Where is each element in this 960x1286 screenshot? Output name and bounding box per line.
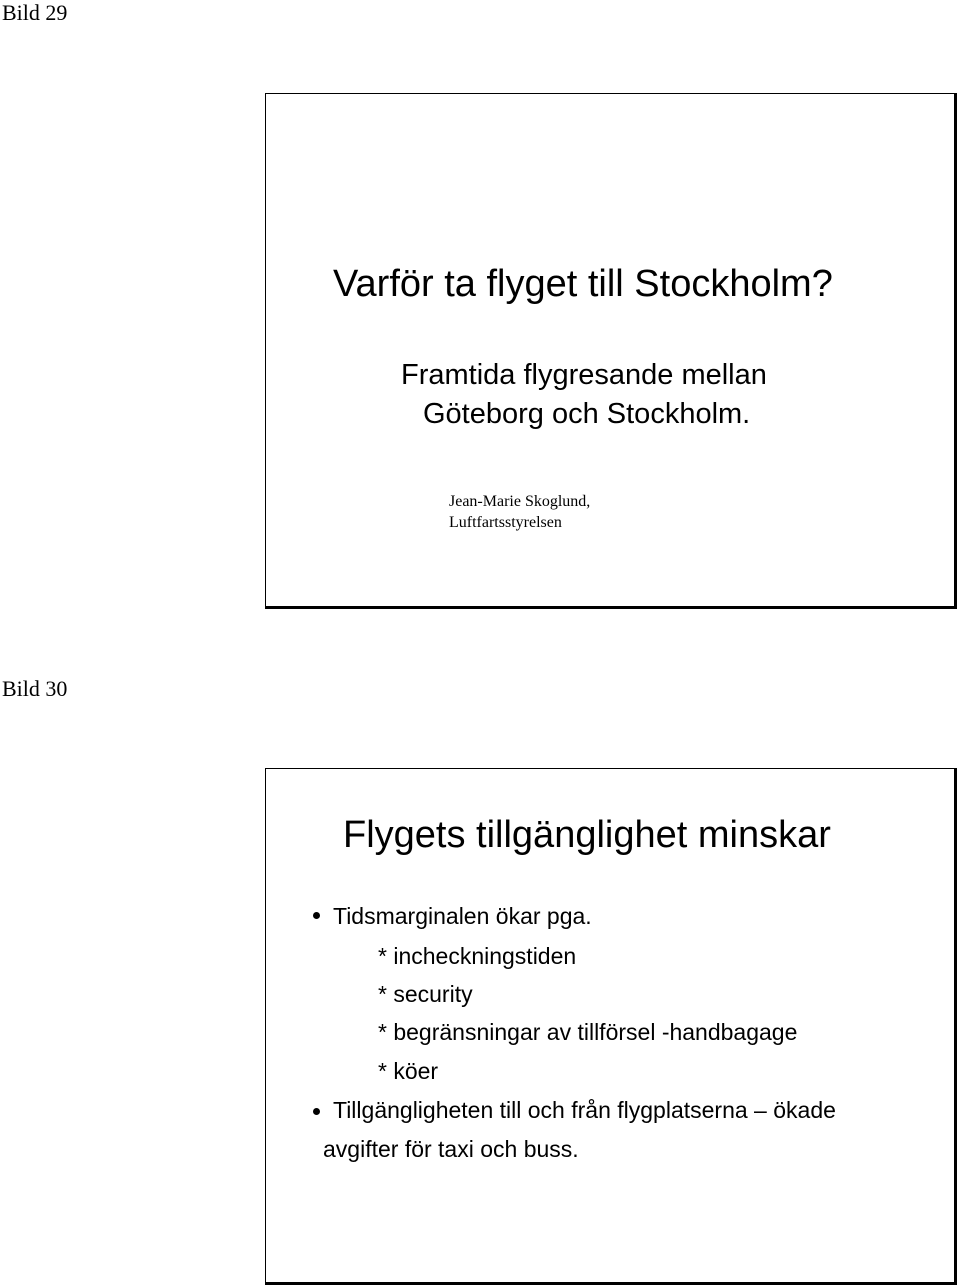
slide-title: Varför ta flyget till Stockholm? [333, 263, 833, 305]
slide-number-label: Bild 29 [2, 0, 68, 25]
bullet-text-continuation: avgifter för taxi och buss. [323, 1136, 579, 1162]
slide-title: Flygets tillgänglighet minskar [343, 814, 831, 856]
sub-bullet-item: * incheckningstiden [378, 943, 577, 969]
author-organization: Luftfartsstyrelsen [449, 514, 562, 531]
slide-number-label: Bild 30 [2, 676, 68, 701]
bullet-text: Tillgängligheten till och från flygplatserna – ökade [333, 1097, 836, 1123]
slide-title-slide [265, 93, 957, 609]
sub-bullet-item: * security [378, 981, 473, 1007]
bullet-text: Tidsmarginalen ökar pga. [333, 903, 592, 929]
slide-subtitle-line: Framtida flygresande mellan [401, 359, 767, 391]
bullet-icon [313, 1108, 320, 1115]
author-name: Jean-Marie Skoglund, [449, 493, 591, 510]
sub-bullet-item: * begränsningar av tillförsel -handbagage [378, 1019, 798, 1045]
bullet-icon [313, 912, 320, 919]
sub-bullet-item: * köer [378, 1058, 439, 1084]
slide-subtitle-line: Göteborg och Stockholm. [423, 398, 751, 430]
slide-content-slide [265, 768, 957, 1285]
